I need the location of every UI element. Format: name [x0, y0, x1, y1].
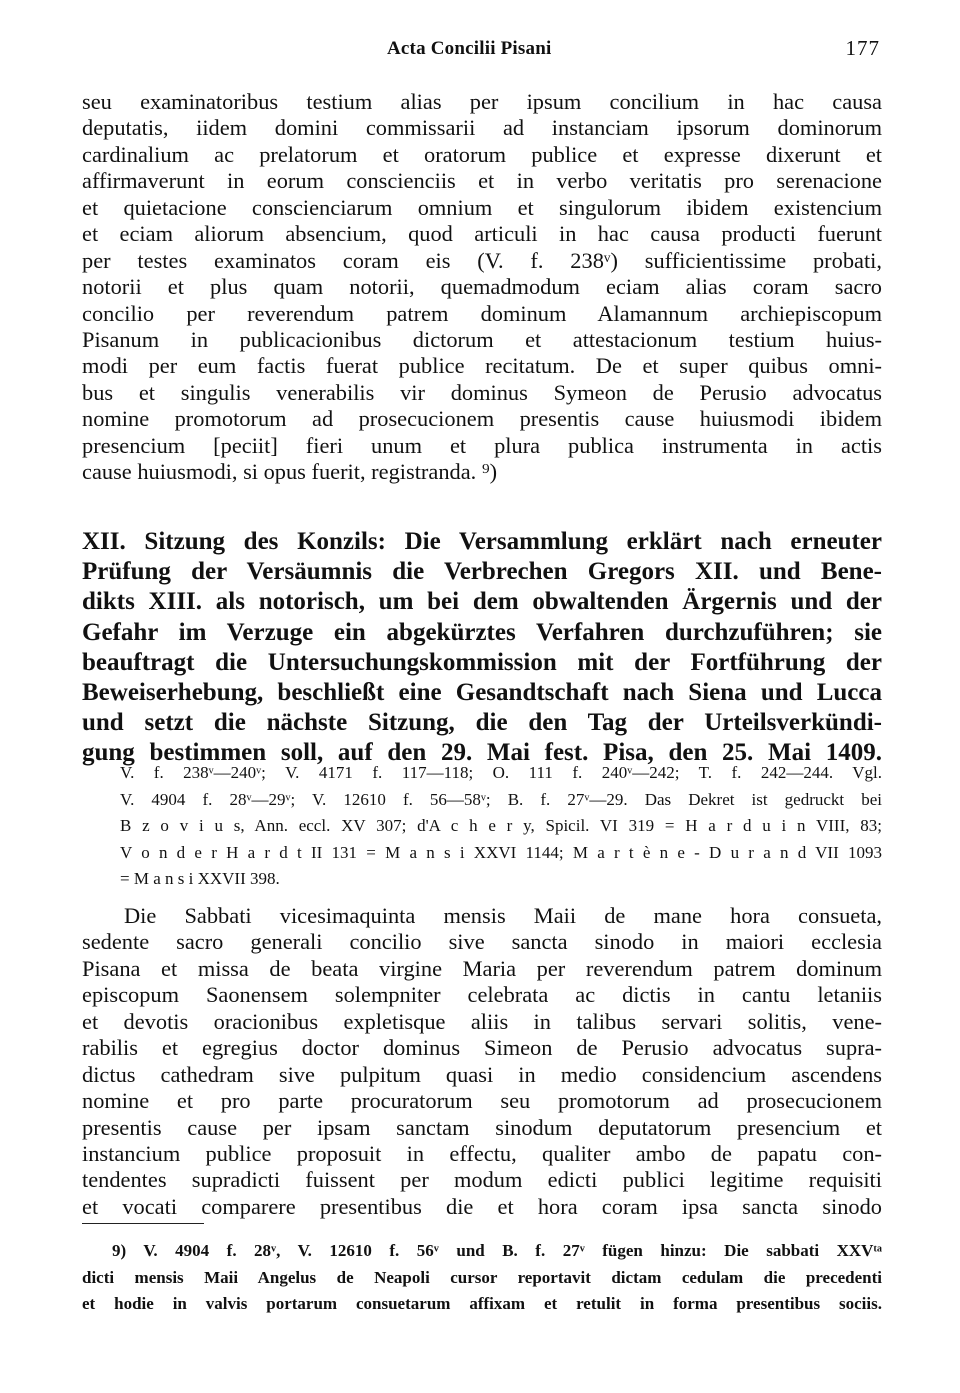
source-line: B z o v i u s, Ann. eccl. XV 307; d'A c h e r y, Spicil. VI 319 = H a r d u i n VIII, 83;	[120, 816, 882, 836]
text-line: et quietacione conscienciarum omnium et singulorum ibidem existencium	[82, 194, 882, 220]
text-line: affirmaverunt in eorum conscienciis et in verbo veritatis pro serenacione	[82, 168, 882, 194]
running-head: Acta Concilii Pisani	[387, 38, 552, 59]
heading-line: XII. Sitzung des Konzils: Die Versammlung erklärt nach erneuter	[82, 528, 882, 555]
text-line: nomine et pro parte procuratorum seu promotorum ad prosecucionem	[82, 1088, 882, 1114]
text-line: episcopum Saonensem solempniter celebrata ac dictis in cantu letaniis	[82, 982, 882, 1008]
text-line: sedente sacro generali concilio sive sancta sinodo in maiori ecclesia	[82, 929, 882, 955]
heading-line: gung bestimmen soll, auf den 29. Mai fest. Pisa, den 25. Mai 1409.	[82, 739, 882, 767]
heading-line: Gefahr im Verzuge ein abgekürztes Verfahren durchzuführen; sie	[82, 618, 882, 646]
text-line: Pisana et missa de beata virgine Maria per reverendum patrem dominum	[82, 955, 882, 981]
document-page	[82, 0, 882, 1393]
text-line: rabilis et egregius doctor dominus Simeon de Perusio advocatus supra-	[82, 1035, 882, 1061]
footnote-divider	[82, 1223, 204, 1224]
text-line: et devotis oracionibus expletisque aliis in talibus servari solitis, vene-	[82, 1008, 882, 1034]
source-line: V. 4904 f. 28ᵛ—29ᵛ; V. 12610 f. 56—58ᵛ; B. f. 27ᵛ—29. Das Dekret ist gedruckt bei	[120, 789, 882, 809]
source-line: V o n d e r H a r d t II 131 = M a n s i XXVI 1144; M a r t è n e - D u r a n d VII 1093	[120, 842, 882, 862]
section-heading	[82, 527, 882, 769]
text-line: cardinalium ac prelatorum et oratorum publice et expresse dixerunt et	[82, 141, 882, 167]
text-line: instancium publice proposuit in effectu, qualiter ambo de papatu con-	[82, 1140, 882, 1166]
page-number: 177	[845, 36, 880, 60]
text-line: concilio per reverendum patrem dominum Alamannum archiepiscopum	[82, 300, 882, 326]
text-line: presentis cause per ipsam sanctam sinodum deputatorum presencium et	[82, 1114, 882, 1140]
text-line: modi per eum factis fuerat publice recitatum. De et super quibus omni-	[82, 353, 882, 379]
page-header	[82, 38, 882, 70]
text-line: deputatis, iidem domini commissarii ad instanciam ipsorum dominorum	[82, 115, 882, 141]
source-line: V. f. 238ᵛ—240ᵛ; V. 4171 f. 117—118; O. 111 f. 240ᵛ—242; T. f. 242—244. Vgl.	[120, 763, 882, 782]
text-line: presencium [peciit] fieri unum et plura publica instrumenta in actis	[82, 432, 882, 458]
text-line: Pisanum in publicacionibus dictorum et attestacionum testium huius-	[82, 326, 882, 352]
heading-line: Prüfung der Versäumnis die Verbrechen Gregors XII. und Bene-	[82, 558, 882, 586]
text-line: cause huiusmodi, si opus fuerit, registranda. ⁹)	[82, 459, 498, 485]
text-line: dictus cathedram sive pulpitum quasi in medio considencium ascendens	[82, 1061, 882, 1087]
heading-line: dikts XIII. als notorisch, um bei dem obwaltenden Ärgernis und der	[82, 588, 882, 616]
text-line: seu examinatoribus testium alias per ipsum concilium in hac causa	[82, 89, 882, 114]
footnote-line: dicti mensis Maii Angelus de Neapoli cursor reportavit dictam cedulam die precedenti	[82, 1267, 882, 1287]
text-line: bus et singulis venerabilis vir dominus Symeon de Perusio advocatus	[82, 379, 882, 405]
footnote-line: 9) V. 4904 f. 28ᵛ, V. 12610 f. 56ᵛ und B. f. 27ᵛ fügen hinzu: Die sabbati XXVᵗᵃ	[112, 1241, 882, 1260]
text-line: per testes examinatos coram eis (V. f. 238ᵛ) sufficientissime probati,	[82, 247, 882, 273]
footnote	[82, 1238, 882, 1318]
heading-line: Beweiserhebung, beschließt eine Gesandtschaft nach Siena und Lucca	[82, 678, 882, 706]
text-line: et eciam aliorum absencium, quod articuli in hac causa producti fuerunt	[82, 221, 882, 247]
text-line: tendentes supradicti fuissent per modum edicti publici legitime requisiti	[82, 1167, 882, 1193]
source-references	[120, 760, 882, 893]
source-line: = M a n s i XXVII 398.	[120, 869, 280, 889]
footnote-line: et hodie in valvis portarum consuetarum affixam et retulit in forma presentibus sociis.	[82, 1294, 882, 1314]
text-line: et vocati comparere presentibus die et hora coram ipsa sancta sinodo	[82, 1193, 882, 1219]
paragraph-session-text	[82, 903, 882, 1220]
paragraph-continuation	[82, 89, 882, 486]
heading-line: und setzt die nächste Sitzung, die den Tag der Urteilsverkündi-	[82, 709, 882, 737]
text-line: Die Sabbati vicesimaquinta mensis Maii de mane hora consueta,	[124, 903, 882, 928]
heading-line: beauftragt die Untersuchungskommission mit der Fortführung der	[82, 648, 882, 676]
text-line: nomine promotorum ad prosecucionem presentis cause huiusmodi ibidem	[82, 406, 882, 432]
text-line: notorii et plus quam notorii, quemadmodum eciam alias coram sacro	[82, 274, 882, 300]
